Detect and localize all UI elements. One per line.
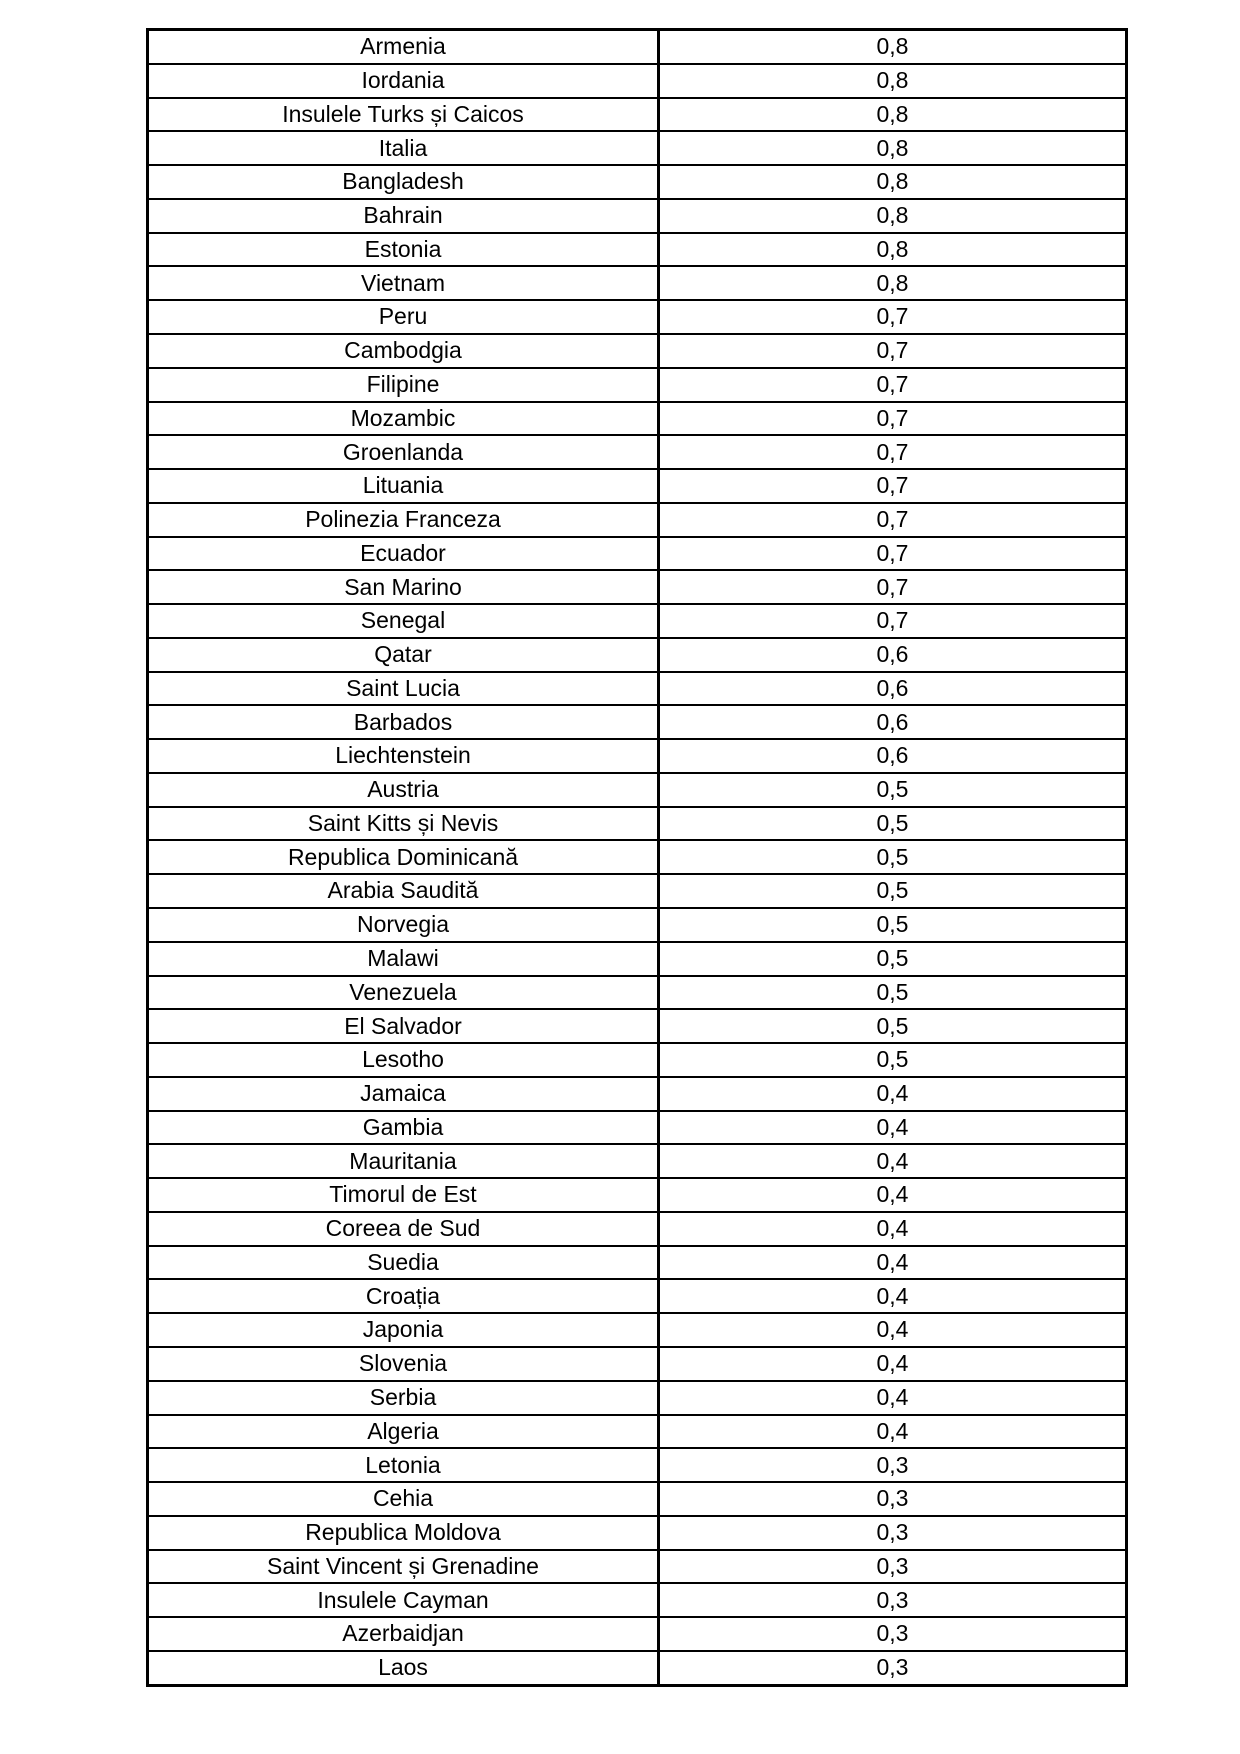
country-cell: Croația bbox=[148, 1279, 659, 1313]
country-cell: Filipine bbox=[148, 368, 659, 402]
table-row bbox=[148, 976, 1127, 1010]
value-cell: 0,6 bbox=[659, 638, 1127, 672]
value-cell: 0,5 bbox=[659, 773, 1127, 807]
country-cell: Japonia bbox=[148, 1313, 659, 1347]
country-cell: Senegal bbox=[148, 604, 659, 638]
value-cell: 0,8 bbox=[659, 30, 1127, 64]
country-cell: Saint Vincent și Grenadine bbox=[148, 1550, 659, 1584]
table-row bbox=[148, 1516, 1127, 1550]
country-cell: Republica Moldova bbox=[148, 1516, 659, 1550]
table-row bbox=[148, 233, 1127, 267]
country-cell: Slovenia bbox=[148, 1347, 659, 1381]
country-cell: Lituania bbox=[148, 469, 659, 503]
value-cell: 0,4 bbox=[659, 1077, 1127, 1111]
country-cell: Liechtenstein bbox=[148, 739, 659, 773]
table-row bbox=[148, 1144, 1127, 1178]
value-cell: 0,3 bbox=[659, 1516, 1127, 1550]
country-cell: Italia bbox=[148, 131, 659, 165]
country-cell: Coreea de Sud bbox=[148, 1212, 659, 1246]
value-cell: 0,8 bbox=[659, 199, 1127, 233]
country-value-table bbox=[146, 28, 1128, 1687]
value-cell: 0,8 bbox=[659, 98, 1127, 132]
country-cell: Peru bbox=[148, 300, 659, 334]
table-row bbox=[148, 1448, 1127, 1482]
country-cell: Cambodgia bbox=[148, 334, 659, 368]
value-cell: 0,7 bbox=[659, 537, 1127, 571]
table-row bbox=[148, 1246, 1127, 1280]
table-row bbox=[148, 1550, 1127, 1584]
country-cell: Azerbaidjan bbox=[148, 1617, 659, 1651]
country-cell: El Salvador bbox=[148, 1009, 659, 1043]
table-row bbox=[148, 908, 1127, 942]
value-cell: 0,7 bbox=[659, 402, 1127, 436]
value-cell: 0,7 bbox=[659, 570, 1127, 604]
country-cell: Algeria bbox=[148, 1415, 659, 1449]
value-cell: 0,3 bbox=[659, 1550, 1127, 1584]
country-cell: Bangladesh bbox=[148, 165, 659, 199]
table-row bbox=[148, 1043, 1127, 1077]
value-cell: 0,4 bbox=[659, 1111, 1127, 1145]
table-row bbox=[148, 1111, 1127, 1145]
country-cell: Jamaica bbox=[148, 1077, 659, 1111]
country-cell: Timorul de Est bbox=[148, 1178, 659, 1212]
table-row bbox=[148, 1381, 1127, 1415]
value-cell: 0,5 bbox=[659, 976, 1127, 1010]
value-cell: 0,3 bbox=[659, 1448, 1127, 1482]
table-row bbox=[148, 334, 1127, 368]
country-cell: Iordania bbox=[148, 64, 659, 98]
value-cell: 0,8 bbox=[659, 131, 1127, 165]
table-row bbox=[148, 402, 1127, 436]
country-cell: Austria bbox=[148, 773, 659, 807]
table-row bbox=[148, 435, 1127, 469]
table-row bbox=[148, 1009, 1127, 1043]
value-cell: 0,4 bbox=[659, 1313, 1127, 1347]
value-cell: 0,7 bbox=[659, 334, 1127, 368]
country-cell: Qatar bbox=[148, 638, 659, 672]
country-cell: Venezuela bbox=[148, 976, 659, 1010]
table-body bbox=[148, 30, 1127, 1686]
table-row bbox=[148, 537, 1127, 571]
table-row bbox=[148, 1415, 1127, 1449]
country-cell: Arabia Saudită bbox=[148, 874, 659, 908]
value-cell: 0,6 bbox=[659, 705, 1127, 739]
country-cell: Mozambic bbox=[148, 402, 659, 436]
table-row bbox=[148, 1347, 1127, 1381]
value-cell: 0,7 bbox=[659, 300, 1127, 334]
table-row bbox=[148, 672, 1127, 706]
table-row bbox=[148, 368, 1127, 402]
country-cell: San Marino bbox=[148, 570, 659, 604]
country-cell: Saint Kitts și Nevis bbox=[148, 807, 659, 841]
table-row bbox=[148, 1313, 1127, 1347]
country-cell: Bahrain bbox=[148, 199, 659, 233]
value-cell: 0,5 bbox=[659, 1043, 1127, 1077]
table-row bbox=[148, 30, 1127, 64]
country-cell: Mauritania bbox=[148, 1144, 659, 1178]
value-cell: 0,4 bbox=[659, 1347, 1127, 1381]
value-cell: 0,3 bbox=[659, 1583, 1127, 1617]
table-row bbox=[148, 503, 1127, 537]
country-cell: Lesotho bbox=[148, 1043, 659, 1077]
table-row bbox=[148, 266, 1127, 300]
table-row bbox=[148, 1178, 1127, 1212]
table-row bbox=[148, 1583, 1127, 1617]
value-cell: 0,7 bbox=[659, 503, 1127, 537]
value-cell: 0,8 bbox=[659, 64, 1127, 98]
country-cell: Estonia bbox=[148, 233, 659, 267]
table-row bbox=[148, 1651, 1127, 1686]
country-cell: Insulele Turks și Caicos bbox=[148, 98, 659, 132]
table-row bbox=[148, 807, 1127, 841]
table-row bbox=[148, 638, 1127, 672]
value-cell: 0,3 bbox=[659, 1617, 1127, 1651]
country-cell: Serbia bbox=[148, 1381, 659, 1415]
value-cell: 0,3 bbox=[659, 1651, 1127, 1686]
value-cell: 0,4 bbox=[659, 1178, 1127, 1212]
table-row bbox=[148, 773, 1127, 807]
table-row bbox=[148, 98, 1127, 132]
table-row bbox=[148, 739, 1127, 773]
country-cell: Suedia bbox=[148, 1246, 659, 1280]
table-row bbox=[148, 570, 1127, 604]
table-row bbox=[148, 165, 1127, 199]
country-cell: Saint Lucia bbox=[148, 672, 659, 706]
value-cell: 0,7 bbox=[659, 469, 1127, 503]
value-cell: 0,6 bbox=[659, 672, 1127, 706]
value-cell: 0,5 bbox=[659, 840, 1127, 874]
country-cell: Republica Dominicană bbox=[148, 840, 659, 874]
country-cell: Letonia bbox=[148, 1448, 659, 1482]
table-row bbox=[148, 131, 1127, 165]
value-cell: 0,4 bbox=[659, 1212, 1127, 1246]
table-row bbox=[148, 840, 1127, 874]
value-cell: 0,5 bbox=[659, 807, 1127, 841]
value-cell: 0,5 bbox=[659, 908, 1127, 942]
country-cell: Ecuador bbox=[148, 537, 659, 571]
value-cell: 0,5 bbox=[659, 1009, 1127, 1043]
table-row bbox=[148, 1617, 1127, 1651]
table-row bbox=[148, 1482, 1127, 1516]
value-cell: 0,8 bbox=[659, 233, 1127, 267]
table-row bbox=[148, 199, 1127, 233]
table-row bbox=[148, 300, 1127, 334]
value-cell: 0,3 bbox=[659, 1482, 1127, 1516]
value-cell: 0,7 bbox=[659, 604, 1127, 638]
value-cell: 0,6 bbox=[659, 739, 1127, 773]
value-cell: 0,8 bbox=[659, 165, 1127, 199]
table-row bbox=[148, 942, 1127, 976]
country-cell: Groenlanda bbox=[148, 435, 659, 469]
value-cell: 0,4 bbox=[659, 1381, 1127, 1415]
country-cell: Gambia bbox=[148, 1111, 659, 1145]
value-cell: 0,5 bbox=[659, 874, 1127, 908]
value-cell: 0,7 bbox=[659, 368, 1127, 402]
country-cell: Malawi bbox=[148, 942, 659, 976]
country-cell: Insulele Cayman bbox=[148, 1583, 659, 1617]
table-row bbox=[148, 604, 1127, 638]
country-cell: Laos bbox=[148, 1651, 659, 1686]
value-cell: 0,4 bbox=[659, 1144, 1127, 1178]
country-cell: Barbados bbox=[148, 705, 659, 739]
value-cell: 0,7 bbox=[659, 435, 1127, 469]
value-cell: 0,4 bbox=[659, 1279, 1127, 1313]
value-cell: 0,4 bbox=[659, 1415, 1127, 1449]
value-cell: 0,5 bbox=[659, 942, 1127, 976]
table-row bbox=[148, 705, 1127, 739]
country-cell: Cehia bbox=[148, 1482, 659, 1516]
table-row bbox=[148, 469, 1127, 503]
country-cell: Norvegia bbox=[148, 908, 659, 942]
table-row bbox=[148, 1279, 1127, 1313]
country-cell: Polinezia Franceza bbox=[148, 503, 659, 537]
table-row bbox=[148, 874, 1127, 908]
table-row bbox=[148, 1212, 1127, 1246]
table-row bbox=[148, 1077, 1127, 1111]
table-row bbox=[148, 64, 1127, 98]
country-cell: Armenia bbox=[148, 30, 659, 64]
value-cell: 0,8 bbox=[659, 266, 1127, 300]
country-cell: Vietnam bbox=[148, 266, 659, 300]
value-cell: 0,4 bbox=[659, 1246, 1127, 1280]
